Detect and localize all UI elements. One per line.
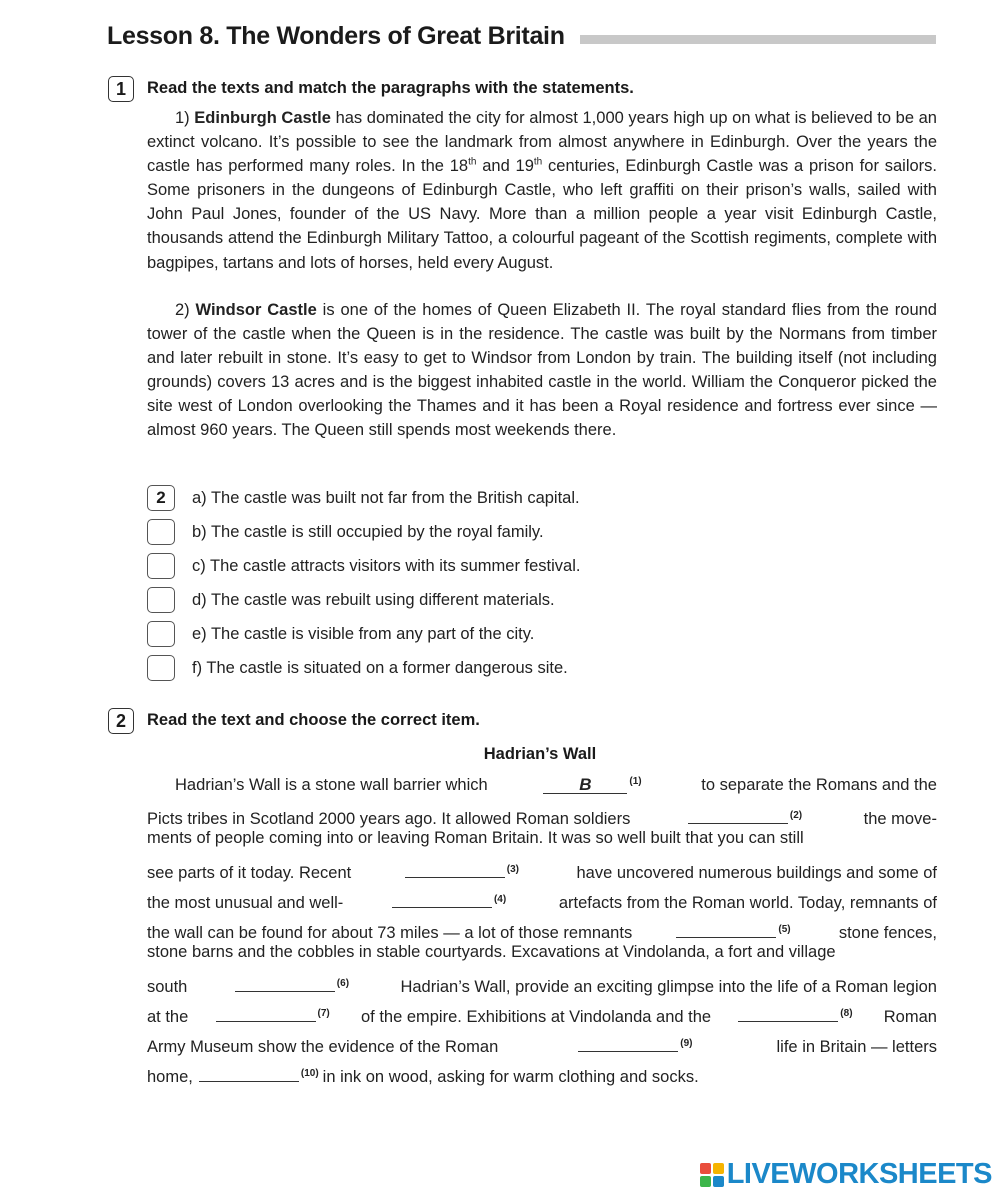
gap-10-input[interactable] bbox=[199, 1063, 299, 1082]
answer-box-c[interactable] bbox=[147, 553, 175, 579]
answer-box-f[interactable] bbox=[147, 655, 175, 681]
gap-4-input[interactable] bbox=[392, 889, 492, 908]
text-line-7: stone barns and the cobbles in stable courtyards. Excavations at Vindolanda, a fort and village bbox=[147, 943, 836, 961]
exercise-1-number: 1 bbox=[108, 76, 134, 102]
answer-box-b[interactable] bbox=[147, 519, 175, 545]
statement-a: 2 a) The castle was built not far from the British capital. bbox=[147, 484, 580, 512]
edinburgh-castle-name: Edinburgh Castle bbox=[194, 109, 331, 127]
answer-box-d[interactable] bbox=[147, 587, 175, 613]
liveworksheets-logo-icon bbox=[700, 1163, 724, 1187]
text-line-6: the wall can be found for about 73 miles — a lot of those remnants $^{(5)}$ stone fences, bbox=[147, 919, 937, 943]
brand-name: LIVEWORKSHEETS bbox=[726, 1158, 992, 1190]
exercise-2-number: 2 bbox=[108, 708, 134, 734]
text-line-10: Army Museum show the evidence of the Roman $^{(9)}$ life in Britain — letters bbox=[147, 1033, 937, 1057]
statement-d: d) The castle was rebuilt using different materials. bbox=[147, 586, 555, 614]
windsor-castle-name: Windsor Castle bbox=[195, 301, 317, 319]
text-line-1: Hadrian’s Wall is a stone wall barrier which B $^{(1)}$ to separate the Romans and the bbox=[175, 775, 937, 794]
statement-e: e) The castle is visible from any part of the city. bbox=[147, 620, 534, 648]
text-line-11: home, $^{(10)}$ in ink on wood, asking for warm clothing and socks. bbox=[147, 1063, 937, 1087]
gap-9-input[interactable] bbox=[578, 1033, 678, 1052]
exercise-1-instruction: Read the texts and match the paragraphs with the statements. bbox=[147, 79, 634, 97]
text-line-4: see parts of it today. Recent $^{(3)}$ have uncovered numerous buildings and some of bbox=[147, 859, 937, 883]
gap-8-input[interactable] bbox=[738, 1003, 838, 1022]
liveworksheets-logo bbox=[700, 1158, 992, 1191]
text-title: Hadrian’s Wall bbox=[483, 745, 597, 763]
gap-6-input[interactable] bbox=[235, 973, 335, 992]
gap-1-input[interactable]: B bbox=[543, 775, 627, 794]
paragraph-windsor: 2) Windsor Castle is one of the homes of Queen Elizabeth II. The royal standard flies from the round tower of the castle when the Queen is in the residence. The castle was built by the Normans from timber and later rebuilt in stone. It’s easy to get to Windsor from London by train. The building itself (not including grounds) covers 13 acres and is the biggest inhabited castle in the world. William the Conqueror picked the site west of London overlooking the Thames and it has been a Royal residence and fortress ever since — almost 960 years. The Queen still spends most weekends there. bbox=[147, 301, 937, 440]
text-line-9: at the $^{(7)}$ of the empire. Exhibitions at Vindolanda and the $^{(8)}$ Roman bbox=[147, 1003, 937, 1027]
answer-box-e[interactable] bbox=[147, 621, 175, 647]
statement-f: f) The castle is situated on a former dangerous site. bbox=[147, 654, 568, 682]
text-line-5: the most unusual and well- $^{(4)}$ artefacts from the Roman world. Today, remnants of bbox=[147, 889, 937, 913]
text-line-2: Picts tribes in Scotland 2000 years ago. It allowed Roman soldiers $^{(2)}$ the move- bbox=[147, 805, 937, 829]
exercise-2-instruction: Read the text and choose the correct item. bbox=[147, 711, 480, 729]
gap-5-input[interactable] bbox=[676, 919, 776, 938]
title-rule bbox=[580, 35, 936, 44]
lesson-title: Lesson 8. The Wonders of Great Britain bbox=[107, 22, 565, 50]
gap-7-input[interactable] bbox=[216, 1003, 316, 1022]
statement-b: b) The castle is still occupied by the royal family. bbox=[147, 518, 544, 546]
text-line-8: south $^{(6)}$ Hadrian’s Wall, provide an exciting glimpse into the life of a Roman legion bbox=[147, 973, 937, 997]
paragraph-edinburgh: 1) Edinburgh Castle has dominated the city for almost 1,000 years high up on what is believed to be an extinct volcano. It’s possible to see the landmark from almost anywhere in Edinburgh. Over the years the castle has performed many roles. In the 18th and 19th centuries, Edinburgh Castle was a prison for sailors. Some prisoners in the dungeons of Edinburgh Castle, who left graffiti on their prison’s walls, sailed with John Paul Jones, founder of the US Navy. More than a million people a year visit Edinburgh Castle, thousands attend the Edinburgh Military Tattoo, a colourful pageant of the Scottish regiments, complete with bagpipes, tartans and lots of horses, held every August. bbox=[147, 109, 937, 272]
text-line-3: ments of people coming into or leaving Roman Britain. It was so well built that you can still bbox=[147, 829, 804, 847]
gap-2-input[interactable] bbox=[688, 805, 788, 824]
statement-c: c) The castle attracts visitors with its summer festival. bbox=[147, 552, 580, 580]
answer-box-a[interactable]: 2 bbox=[147, 485, 175, 511]
gap-3-input[interactable] bbox=[405, 859, 505, 878]
